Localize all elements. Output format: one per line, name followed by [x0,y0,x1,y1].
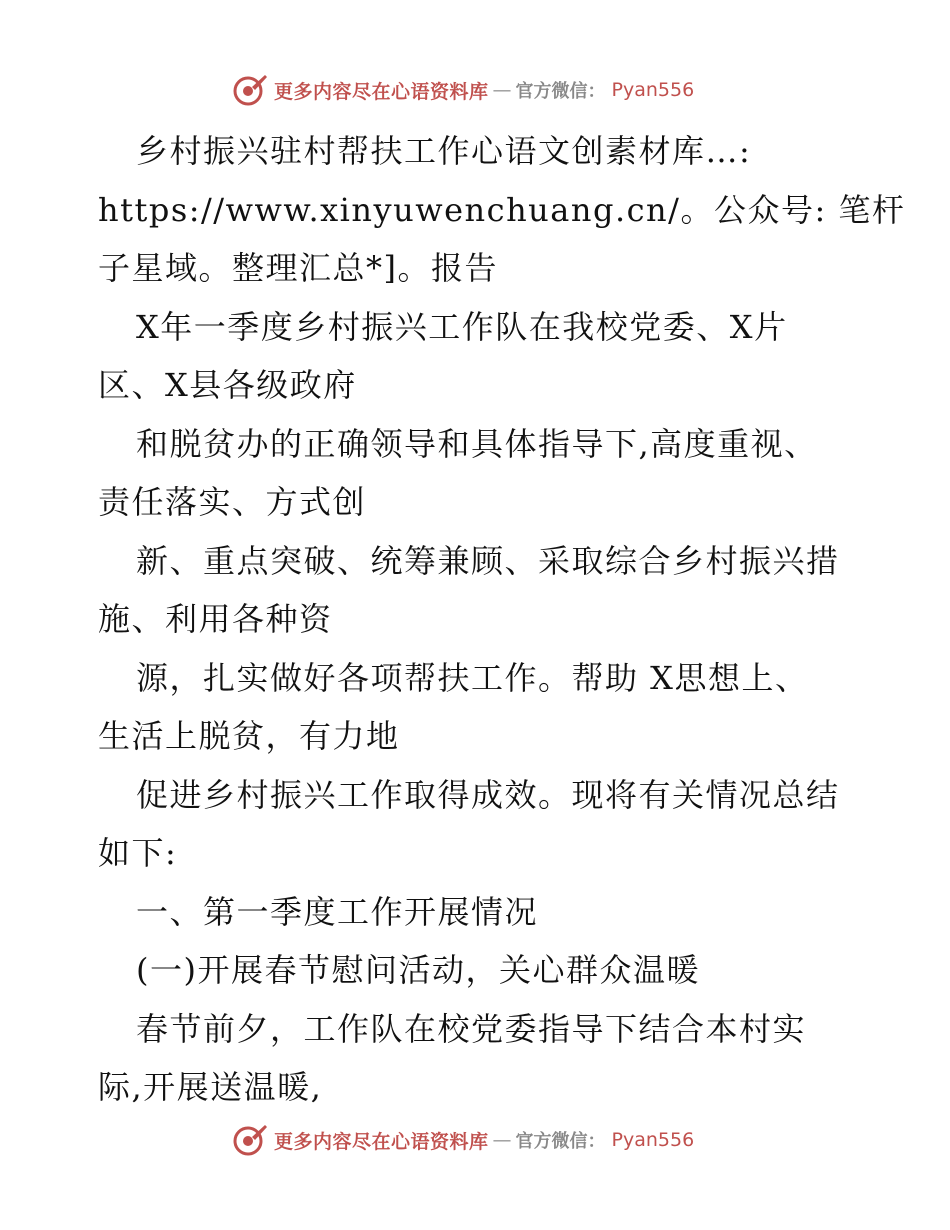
header-wechat-label: 官方微信： [515,81,606,102]
text-line: 和脱贫办的正确领导和具体指导下,高度重视、 [136,424,818,463]
header-dash: — [492,79,512,101]
text-line: 施、利用各种资 [98,600,333,638]
text-line: 际,开展送温暖, [98,1068,323,1106]
document-body [98,122,906,1117]
text-line: 乡村振兴驻村帮扶工作心语文创素材库…: [136,132,752,170]
text-line: 促进乡村振兴工作取得成效。现将有关情况总结 [136,775,840,814]
footer-wechat-id: Pyan556 [611,1129,695,1151]
footer-wechat-label: 官方微信： [515,1131,606,1152]
footer-dash: — [492,1129,512,1151]
text-line: 生活上脱贫，有力地 [98,717,400,755]
red-pen-circle-logo-icon [232,72,268,108]
text-line: 新、重点突破、统筹兼顾、采取综合乡村振兴措 [136,541,840,580]
text-line: X年一季度乡村振兴工作队在我校党委、X片 [136,307,788,346]
red-pen-circle-logo-icon [232,1122,268,1158]
text-line: 子星域。整理汇总*]。报告 [98,249,498,287]
subsection-heading: (一)开展春节慰问活动，关心群众温暖 [136,951,700,989]
header-wechat-id: Pyan556 [611,79,695,101]
text-line: 春节前夕，工作队在校党委指导下结合本村实 [136,1009,807,1048]
section-heading: 一、第一季度工作开展情况 [136,892,539,931]
text-line: 如下: [98,834,178,872]
header-banner [232,70,694,110]
text-line: 源，扎实做好各项帮扶工作。帮助 X思想上、 [136,658,809,697]
footer-banner [232,1120,694,1160]
text-line: 责任落实、方式创 [98,483,367,521]
text-line: 区、X县各级政府 [98,366,357,404]
header-brand-text: 更多内容尽在心语资料库 [274,80,489,103]
text-line: https://www.xinyuwenchuang.cn/。公众号: 笔杆 [98,190,906,229]
footer-brand-text: 更多内容尽在心语资料库 [274,1130,489,1153]
